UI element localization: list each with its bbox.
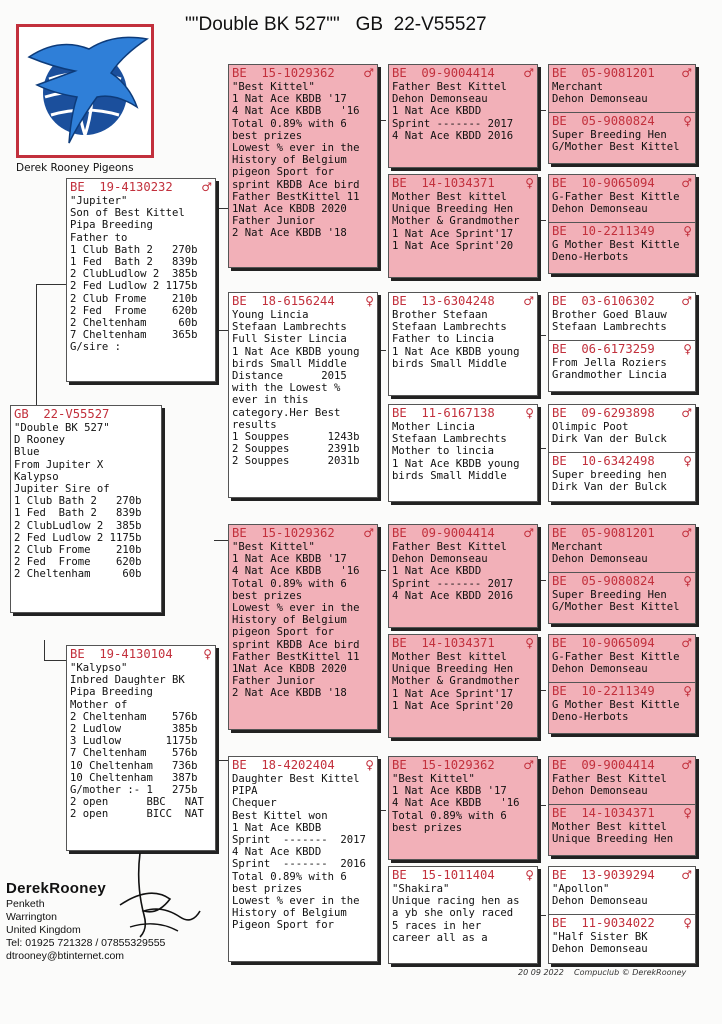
box-line: Lowest % ever in the xyxy=(232,602,360,615)
box-line: Total 0.89% with 6 xyxy=(232,117,347,130)
pedigree-box-gen3-5 xyxy=(388,524,538,628)
box-line: 2 Fed Ludlow 2 1175b xyxy=(14,531,142,544)
box-line: birds Small Middle xyxy=(232,357,347,370)
ring-number: BE 19-4130232 xyxy=(70,180,173,194)
box-line: Dehon Demonseau xyxy=(552,895,648,908)
box-line: Total 0.89% with 6 xyxy=(232,870,347,883)
box-line: 1 Souppes 1243b xyxy=(232,431,360,444)
pedigree-box-young-lincia xyxy=(228,292,378,498)
box-line: 1 Fed Bath 2 839b xyxy=(70,256,198,269)
ring-number: BE 14-1034371 xyxy=(552,806,655,820)
ring-number: BE 13-6304248 xyxy=(392,294,495,308)
box-line: Father to Lincia xyxy=(392,333,495,346)
box-line: 2 Club Frome 210b xyxy=(14,544,142,557)
box-line: 10 Cheltenham 736b xyxy=(70,759,198,772)
box-line: Merchant xyxy=(552,81,604,93)
box-line: Deno-Herbots xyxy=(552,251,629,264)
box-line: Dehon Demonseau xyxy=(552,203,648,216)
box-line: 1 Fed Bath 2 839b xyxy=(14,507,142,520)
female-icon: ♀ xyxy=(365,294,374,308)
box-line: pigeon Sport for xyxy=(232,166,335,179)
male-icon: ♂ xyxy=(363,526,374,540)
box-line: 2 Cheltenham 576b xyxy=(70,710,198,723)
box-line: Stefaan Lambrechts xyxy=(552,321,667,334)
box-line: 1 Nat Ace KBDB '17 xyxy=(232,553,347,566)
logo xyxy=(16,24,154,158)
address-line: United Kingdom xyxy=(6,924,81,936)
box-line: 4 Nat Ace KBDB '16 xyxy=(232,105,360,118)
logo-caption: Derek Rooney Pigeons xyxy=(16,162,134,174)
box-line: Inbred Daughter BK xyxy=(70,674,185,687)
ring-number: GB 22-V55527 xyxy=(14,407,110,421)
pedigree-box-gen4-1 xyxy=(548,64,696,164)
box-line: 2 Nat Ace KBDB '18 xyxy=(232,687,347,700)
box-line: Mother & Grandmother xyxy=(392,215,520,228)
ring-number: BE 05-9080824 xyxy=(552,114,655,128)
box-line: 1 Club Bath 2 270b xyxy=(70,243,198,256)
male-icon: ♂ xyxy=(681,406,692,420)
box-line: category.Her Best xyxy=(232,406,341,419)
box-line: G Mother Best Kittle xyxy=(552,699,680,711)
box-line: History of Belgium xyxy=(232,614,347,627)
female-icon: ♀ xyxy=(525,636,534,650)
box-line: "Jupiter" xyxy=(70,195,128,207)
ring-number: BE 03-6106302 xyxy=(552,294,655,308)
box-line: From Jupiter X xyxy=(14,458,104,471)
box-line: PIPA xyxy=(232,785,258,798)
box-line: best prizes xyxy=(392,821,463,834)
box-line: "Shakira" xyxy=(392,883,450,895)
box-line: Pipa Breeding xyxy=(70,686,153,699)
male-icon: ♂ xyxy=(681,294,692,308)
box-line: G/Mother Best Kittel xyxy=(552,601,680,614)
footer-credit: 20 09 2022 Compuclub © DerekRooney xyxy=(518,968,687,977)
female-icon: ♀ xyxy=(525,868,534,882)
pedigree-box-gen4-3 xyxy=(548,292,696,392)
box-line: 7 Cheltenham 365b xyxy=(70,329,198,342)
box-line: a yb she only raced xyxy=(392,907,514,920)
box-line: 2 Fed Frome 620b xyxy=(70,304,198,317)
address-line: Penketh xyxy=(6,898,45,910)
box-line: G-Father Best Kittle xyxy=(552,651,680,663)
ring-number: BE 18-4202404 xyxy=(232,758,335,772)
male-icon: ♂ xyxy=(523,66,534,80)
box-line: 4 Nat Ace KBDD xyxy=(232,846,322,859)
box-line: 1 Nat Ace KBDD xyxy=(392,105,482,118)
pedigree-box-kalypso xyxy=(66,645,216,851)
page-title: ""Double BK 527"" GB 22-V55527 xyxy=(185,14,487,35)
female-icon: ♀ xyxy=(683,224,692,238)
box-line: Father Best Kittel xyxy=(392,541,507,553)
box-line: Father Junior xyxy=(232,675,315,688)
box-line: Stefaan Lambrechts xyxy=(392,433,507,446)
box-line: ever in this xyxy=(232,394,309,407)
ring-number: BE 10-9065094 xyxy=(552,636,655,650)
signature-icon xyxy=(100,845,210,945)
box-line: 4 Nat Ace KBDD 2016 xyxy=(392,129,514,142)
box-line: 2 ClubLudlow 2 385b xyxy=(14,519,142,532)
box-line: 3 Ludlow 1175b xyxy=(70,735,198,748)
ring-number: BE 09-9004414 xyxy=(552,758,655,772)
male-icon: ♂ xyxy=(523,758,534,772)
pedigree-box-gen4-5 xyxy=(548,524,696,624)
box-line: 2 open BBC NAT xyxy=(70,796,204,809)
pedigree-box-gen3-3 xyxy=(388,292,538,396)
box-line: G/Mother Best Kittel xyxy=(552,141,680,154)
box-line: 2 Club Frome 210b xyxy=(70,292,198,305)
male-icon: ♂ xyxy=(681,176,692,190)
box-line: best prizes xyxy=(232,589,303,602)
box-line: "Apollon" xyxy=(552,883,610,895)
box-line: 2 Fed Frome 620b xyxy=(14,556,142,569)
ring-number: BE 10-2211349 xyxy=(552,684,655,698)
ring-number: BE 11-9034022 xyxy=(552,916,655,930)
box-line: Super breeding hen xyxy=(552,469,667,481)
box-line: 1 Nat Ace Sprint'20 xyxy=(392,239,514,252)
box-line: Chequer xyxy=(232,797,277,810)
male-icon: ♂ xyxy=(523,526,534,540)
box-line: 1 Nat Ace Sprint'17 xyxy=(392,687,514,700)
box-line: Mother & Grandmother xyxy=(392,675,520,688)
box-line: 7 Cheltenham 576b xyxy=(70,747,198,760)
box-line: 1 Nat Ace KBDB '17 xyxy=(232,93,347,106)
male-icon: ♂ xyxy=(681,66,692,80)
box-line: Brother Stefaan xyxy=(392,309,488,321)
box-line: Pipa Breeding xyxy=(70,219,153,232)
female-icon: ♀ xyxy=(683,684,692,698)
box-line: 1 Nat Ace KBDB young xyxy=(392,457,520,470)
ring-number: BE 14-1034371 xyxy=(392,636,495,650)
ring-number: BE 15-1029362 xyxy=(232,526,335,540)
box-line: Dirk Van der Bulck xyxy=(552,433,667,446)
box-line: 2 Nat Ace KBDB '18 xyxy=(232,227,347,240)
box-line: Blue xyxy=(14,446,40,459)
pedigree-box-best-kittel-bottom xyxy=(228,524,378,730)
box-line: Unique Breeding Hen xyxy=(392,203,514,216)
box-line: Jupiter Sire of xyxy=(14,483,110,496)
box-line: Full Sister Lincia xyxy=(232,333,347,346)
pigeon-logo-icon xyxy=(19,27,151,155)
ring-number: BE 05-9081201 xyxy=(552,66,655,80)
box-line: Mother Best kittel xyxy=(392,191,507,203)
box-line: Total 0.89% with 6 xyxy=(232,577,347,590)
pedigree-box-gen3-1 xyxy=(388,64,538,168)
pedigree-box-gen3-8 xyxy=(388,866,538,964)
box-line: Grandmother Lincia xyxy=(552,369,667,382)
box-line: career all as a xyxy=(392,931,488,944)
box-line: 2 Souppes 2391b xyxy=(232,443,360,456)
box-line: 2 open BICC NAT xyxy=(70,808,204,821)
female-icon: ♀ xyxy=(683,454,692,468)
box-line: 1 Club Bath 2 270b xyxy=(14,495,142,508)
box-line: Sprint ------- 2016 xyxy=(232,858,366,871)
female-icon: ♀ xyxy=(365,758,374,772)
box-line: Super Breeding Hen xyxy=(552,589,667,601)
box-line: Dehon Demonseau xyxy=(392,93,488,106)
female-icon: ♀ xyxy=(525,406,534,420)
box-line: Lowest % ever in the xyxy=(232,142,360,155)
box-line: Father Junior xyxy=(232,215,315,228)
female-icon: ♀ xyxy=(525,176,534,190)
box-line: Father Best Kittel xyxy=(552,773,667,785)
box-line: 1 Nat Ace KBDB xyxy=(232,821,322,834)
pedigree-box-jupiter xyxy=(66,178,216,382)
ring-number: BE 10-6342498 xyxy=(552,454,655,468)
box-line: G-Father Best Kittle xyxy=(552,191,680,203)
address-line: Warrington xyxy=(6,911,57,923)
ring-number: BE 05-9080824 xyxy=(552,574,655,588)
pedigree-box-best-kittel-top xyxy=(228,64,378,268)
ring-number: BE 19-4130104 xyxy=(70,647,173,661)
email-line: dtrooney@btinternet.com xyxy=(6,950,125,962)
box-line: "Best Kittel" xyxy=(232,541,315,553)
box-line: 1Nat Ace KBDB 2020 xyxy=(232,203,347,216)
box-line: Brother Goed Blauw xyxy=(552,309,667,321)
box-line: 10 Cheltenham 387b xyxy=(70,771,198,784)
male-icon: ♂ xyxy=(201,180,212,194)
box-line: "Double BK 527" xyxy=(14,422,110,434)
box-line: Distance 2015 xyxy=(232,370,347,383)
box-line: 2 Cheltenham 60b xyxy=(70,317,198,330)
box-line: Dehon Demonseau xyxy=(392,553,488,566)
pedigree-box-gen3-7 xyxy=(388,756,538,860)
pedigree-box-subject xyxy=(10,405,162,613)
box-line: Stefaan Lambrechts xyxy=(232,321,347,334)
box-line: "Half Sister BK xyxy=(552,931,648,943)
box-line: 4 Nat Ace KBDB '16 xyxy=(392,797,520,810)
box-line: From Jella Roziers xyxy=(552,357,667,369)
box-line: 4 Nat Ace KBDB '16 xyxy=(232,565,360,578)
box-line: birds Small Middle xyxy=(392,469,507,482)
female-icon: ♀ xyxy=(683,916,692,930)
box-line: Unique racing hen as xyxy=(392,895,520,908)
pedigree-box-gen4-4 xyxy=(548,404,696,502)
ring-number: BE 13-9039294 xyxy=(552,868,655,882)
box-line: 2 ClubLudlow 2 385b xyxy=(70,268,198,281)
box-line: Father BestKittel 11 xyxy=(232,190,360,203)
box-line: Pigeon Sport for xyxy=(232,919,335,932)
box-line: Mother of xyxy=(70,698,128,711)
box-line: 2 Cheltenham 60b xyxy=(14,568,142,581)
box-line: Mother Lincia xyxy=(392,421,475,433)
pedigree-box-gen3-6 xyxy=(388,634,538,738)
ring-number: BE 15-1011404 xyxy=(392,868,495,882)
male-icon: ♂ xyxy=(681,758,692,772)
female-icon: ♀ xyxy=(683,574,692,588)
box-line: Dehon Demonseau xyxy=(552,663,648,676)
ring-number: BE 10-9065094 xyxy=(552,176,655,190)
box-line: 5 races in her xyxy=(392,919,482,932)
box-line: Sprint ------- 2017 xyxy=(232,834,366,847)
box-line: Stefaan Lambrechts xyxy=(392,321,507,334)
box-line: 2 Souppes 2031b xyxy=(232,455,360,468)
box-line: "Best Kittel" xyxy=(232,81,315,93)
box-line: Dehon Demonseau xyxy=(552,553,648,566)
male-icon: ♂ xyxy=(681,636,692,650)
ring-number: BE 15-1029362 xyxy=(392,758,495,772)
box-line: Young Lincia xyxy=(232,309,309,321)
box-line: best prizes xyxy=(232,882,303,895)
box-line: 1 Nat Ace KBDD xyxy=(392,565,482,578)
pedigree-box-gen4-7 xyxy=(548,756,696,856)
box-line: Dehon Demonseau xyxy=(552,93,648,106)
box-line: Father Best Kittel xyxy=(392,81,507,93)
box-line: with the Lowest % xyxy=(232,382,341,395)
box-line: 1 Nat Ace Sprint'17 xyxy=(392,227,514,240)
box-line: Mother Best kittel xyxy=(552,821,667,833)
box-line: Best Kittel won xyxy=(232,809,328,822)
box-line: G Mother Best Kittle xyxy=(552,239,680,251)
box-line: Olimpic Poot xyxy=(552,421,629,433)
box-line: Mother Best kittel xyxy=(392,651,507,663)
box-line: 1 Nat Ace KBDB young xyxy=(232,345,360,358)
owner-name: DerekRooney xyxy=(6,880,107,897)
female-icon: ♀ xyxy=(683,342,692,356)
box-line: Sprint ------- 2017 xyxy=(392,577,514,590)
female-icon: ♀ xyxy=(203,647,212,661)
ring-number: BE 09-9004414 xyxy=(392,66,495,80)
box-line: History of Belgium xyxy=(232,907,347,920)
box-line: Deno-Herbots xyxy=(552,711,629,724)
pedigree-box-gen4-6 xyxy=(548,634,696,734)
box-line: 1Nat Ace KBDB 2020 xyxy=(232,663,347,676)
box-line: pigeon Sport for xyxy=(232,626,335,639)
ring-number: BE 06-6173259 xyxy=(552,342,655,356)
female-icon: ♀ xyxy=(683,114,692,128)
box-line: Lowest % ever in the xyxy=(232,895,360,908)
pedigree-box-gen4-2 xyxy=(548,174,696,274)
box-line: Super Breeding Hen xyxy=(552,129,667,141)
male-icon: ♂ xyxy=(523,294,534,308)
box-line: sprint KBDB Ace bird xyxy=(232,178,360,191)
pedigree-box-gen3-2 xyxy=(388,174,538,278)
box-line: 4 Nat Ace KBDD 2016 xyxy=(392,589,514,602)
ring-number: BE 18-6156244 xyxy=(232,294,335,308)
box-line: Dehon Demonseau xyxy=(552,785,648,798)
male-icon: ♂ xyxy=(363,66,374,80)
male-icon: ♂ xyxy=(681,526,692,540)
box-line: Kalypso xyxy=(14,470,59,483)
box-line: Father to xyxy=(70,231,128,244)
box-line: G/mother :- 1 275b xyxy=(70,784,198,797)
male-icon: ♂ xyxy=(681,868,692,882)
female-icon: ♀ xyxy=(683,806,692,820)
box-line: "Kalypso" xyxy=(70,662,128,674)
pedigree-box-gen4-8 xyxy=(548,866,696,964)
pedigree-box-gen3-4 xyxy=(388,404,538,502)
phone-line: Tel: 01925 721328 / 07855329555 xyxy=(6,937,166,949)
box-line: Son of Best Kittel xyxy=(70,207,185,220)
box-line: Unique Breeding Hen xyxy=(392,663,514,676)
box-line: 1 Nat Ace KBDB young xyxy=(392,345,520,358)
pedigree-box-daughter-best-kittel xyxy=(228,756,378,962)
ring-number: BE 11-6167138 xyxy=(392,406,495,420)
ring-number: BE 09-9004414 xyxy=(392,526,495,540)
box-line: "Best Kittel" xyxy=(392,773,475,785)
box-line: History of Belgium xyxy=(232,154,347,167)
box-line: birds Small Middle xyxy=(392,357,507,370)
box-line: Merchant xyxy=(552,541,604,553)
box-line: Total 0.89% with 6 xyxy=(392,809,507,822)
ring-number: BE 10-2211349 xyxy=(552,224,655,238)
ring-number: BE 15-1029362 xyxy=(232,66,335,80)
box-line: 2 Fed Ludlow 2 1175b xyxy=(70,280,198,293)
box-line: Daughter Best Kittel xyxy=(232,773,360,785)
box-line: Sprint ------- 2017 xyxy=(392,117,514,130)
box-line: results xyxy=(232,418,277,431)
ring-number: BE 09-6293898 xyxy=(552,406,655,420)
box-line: Mother to lincia xyxy=(392,445,495,458)
box-line: best prizes xyxy=(232,129,303,142)
box-line: Dirk Van der Bulck xyxy=(552,481,667,494)
box-line: Father BestKittel 11 xyxy=(232,650,360,663)
ring-number: BE 05-9081201 xyxy=(552,526,655,540)
box-line: 2 Ludlow 385b xyxy=(70,723,198,736)
box-line: Dehon Demonseau xyxy=(552,943,648,956)
box-line: G/sire : xyxy=(70,341,122,354)
ring-number: BE 14-1034371 xyxy=(392,176,495,190)
box-line: Unique Breeding Hen xyxy=(552,833,674,846)
box-line: 1 Nat Ace KBDB '17 xyxy=(392,785,507,798)
box-line: D Rooney xyxy=(14,434,66,447)
box-line: sprint KBDB Ace bird xyxy=(232,638,360,651)
box-line: 1 Nat Ace Sprint'20 xyxy=(392,699,514,712)
